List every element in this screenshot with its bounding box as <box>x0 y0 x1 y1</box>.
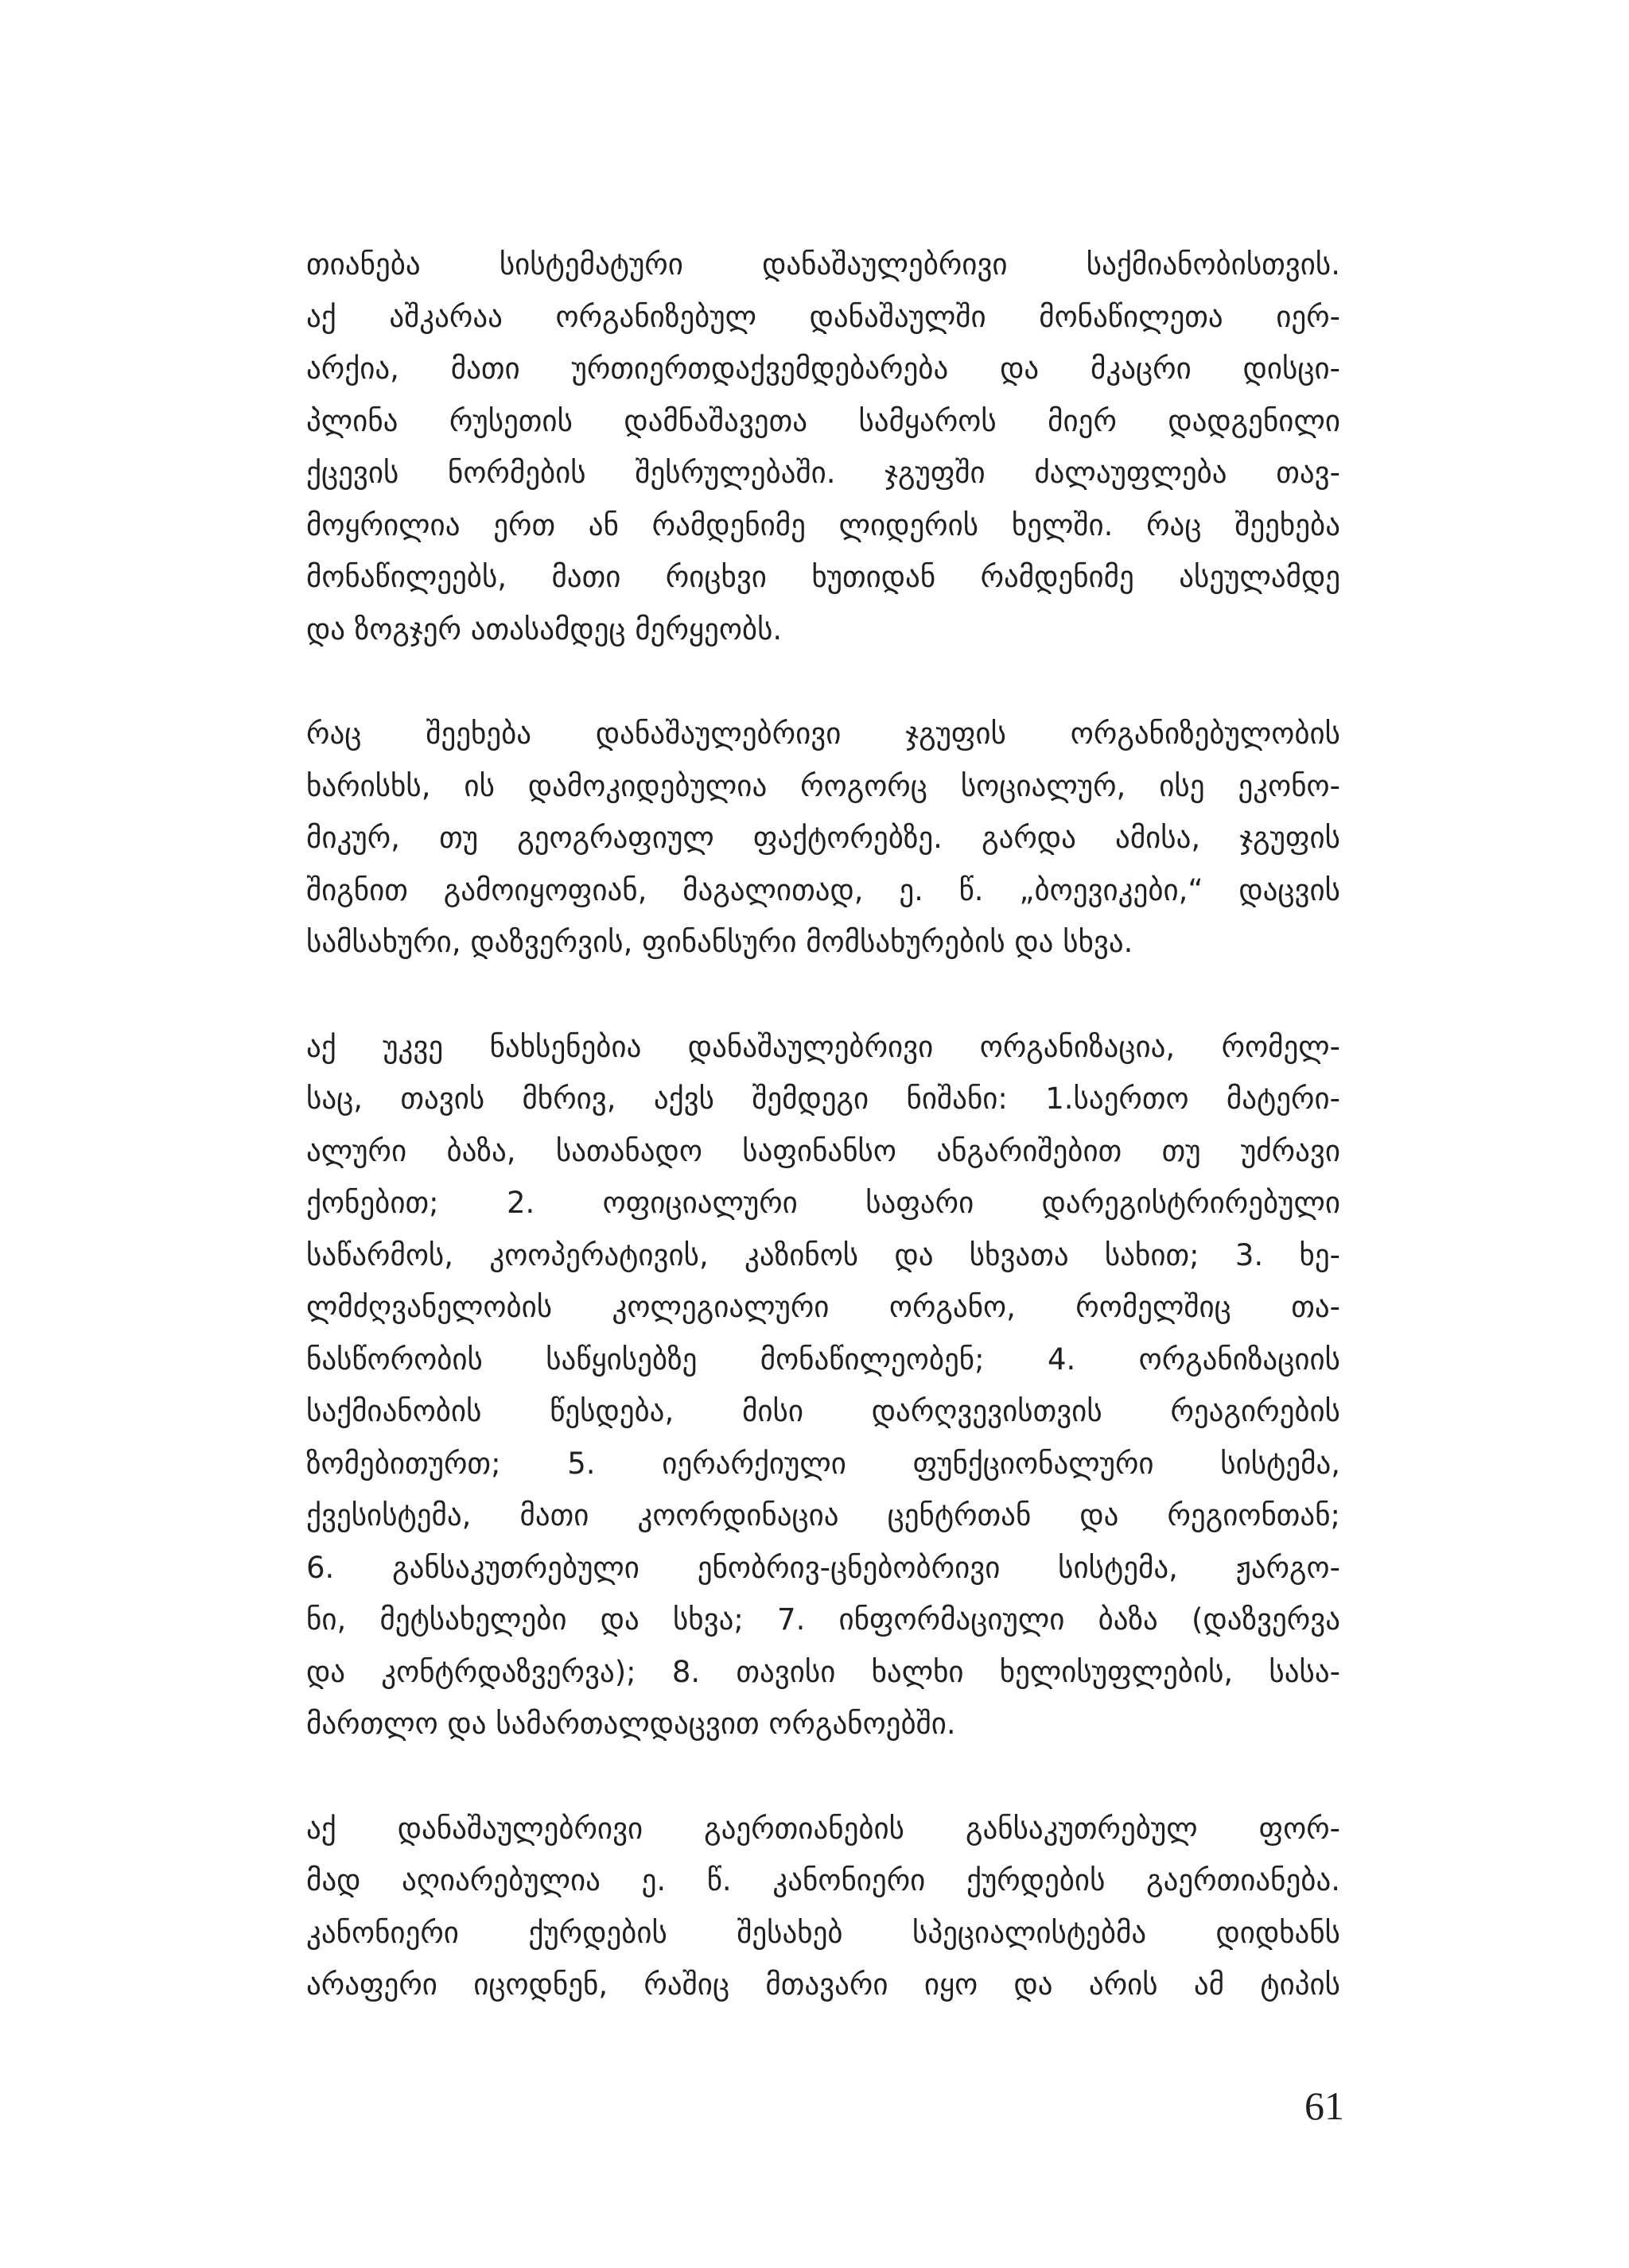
text-line: საქმიანობის წესდება, მისი დარღვევისთვის რეაგირების <box>306 1394 1340 1428</box>
text-line: მონაწილეებს, მათი რიცხვი ხუთიდან რამდენიმე ასეულამდე <box>306 560 1340 594</box>
text-line: და ზოგჯერ ათასამდეც მერყეობს. <box>306 612 783 647</box>
text-line: პლინა რუსეთის დამნაშავეთა სამყაროს მიერ დადგენილი <box>306 403 1340 438</box>
text-line: საც, თავის მხრივ, აქვს შემდეგი ნიშანი: 1.საერთო მატერი- <box>306 1082 1340 1116</box>
text-line: 6. განსაკუთრებული ენობრივ-ცნებობრივი სისტემა, ჟარგო- <box>306 1550 1340 1585</box>
text-line: ქცევის ნორმების შესრულებაში. ჯგუფში ძალაუფლება თავ- <box>306 456 1340 490</box>
text-line: ნასწორობის საწყისებზე მონაწილეობენ; 4. ორგანიზაციის <box>306 1342 1340 1377</box>
text-line: თიანება სისტემატური დანაშაულებრივი საქმიანობისთვის. <box>306 247 1340 282</box>
text-line: კანონიერი ქურდების შესახებ სპეციალისტებმა დიდხანს <box>306 1915 1340 1950</box>
text-line: მართლო და სამართალდაცვით ორგანოებში. <box>306 1707 956 1741</box>
text-line: რაც შეეხება დანაშაულებრივი ჯგუფის ორგანიზებულობის <box>306 717 1340 751</box>
text-line: მოყრილია ერთ ან რამდენიმე ლიდერის ხელში. რაც შეეხება <box>306 507 1340 542</box>
text-line: მიკურ, თუ გეოგრაფიულ ფაქტორებზე. გარდა ამისა, ჯგუფის <box>306 821 1340 855</box>
text-line: ქონებით; 2. ოფიციალური საფარი დარეგისტრირებული <box>306 1186 1340 1220</box>
paragraph-2 <box>306 708 1340 969</box>
text-line: აქ აშკარაა ორგანიზებულ დანაშაულში მონაწილეთა იერ- <box>306 299 1340 334</box>
text-line: აქ უკვე ნახსენებია დანაშაულებრივი ორგანიზაცია, რომელ- <box>306 1029 1340 1064</box>
text-line: არაფერი იცოდნენ, რაშიც მთავარი იყო და არის ამ ტიპის <box>306 1967 1340 2002</box>
text-line: ზომებითურთ; 5. იერარქიული ფუნქციონალური სისტემა, <box>306 1446 1340 1481</box>
text-line: აქ დანაშაულებრივი გაერთიანების განსაკუთრებულ ფორ- <box>306 1811 1340 1846</box>
text-line: ნი, მეტსახელები და სხვა; 7. ინფორმაციული ბაზა (დაზვერვა <box>306 1602 1340 1637</box>
text-line: და კონტრდაზვერვა); 8. თავისი ხალხი ხელისუფლების, სასა- <box>306 1654 1340 1689</box>
paragraph-1 <box>306 239 1340 655</box>
paragraph-4 <box>306 1803 1340 2011</box>
paragraph-3 <box>306 1021 1340 1750</box>
text-line: ქვესისტემა, მათი კოორდინაცია ცენტრთან და რეგიონთან; <box>306 1498 1340 1532</box>
text-line: ლმძღვანელობის კოლეგიალური ორგანო, რომელშიც თა- <box>306 1290 1340 1324</box>
text-line: საწარმოს, კოოპერატივის, კაზინოს და სხვათა სახით; 3. ხე- <box>306 1237 1340 1272</box>
text-line: არქია, მათი ურთიერთდაქვემდებარება და მკაცრი დისცი- <box>306 351 1340 386</box>
text-line: მად აღიარებულია ე. წ. კანონიერი ქურდების გაერთიანება. <box>306 1863 1340 1897</box>
body-text <box>306 239 1340 2064</box>
text-line: ხარისხს, ის დამოკიდებულია როგორც სოციალურ, ისე ეკონო- <box>306 768 1340 803</box>
text-line: ალური ბაზა, სათანადო საფინანსო ანგარიშებით თუ უძრავი <box>306 1133 1340 1168</box>
text-line: შიგნით გამოიყოფიან, მაგალითად, ე. წ. „ბოევიკები,“ დაცვის <box>306 872 1340 907</box>
text-line: სამსახური, დაზვერვის, ფინანსური მომსახურების და სხვა. <box>306 925 1133 959</box>
page-number: 61 <box>1304 2084 1344 2128</box>
